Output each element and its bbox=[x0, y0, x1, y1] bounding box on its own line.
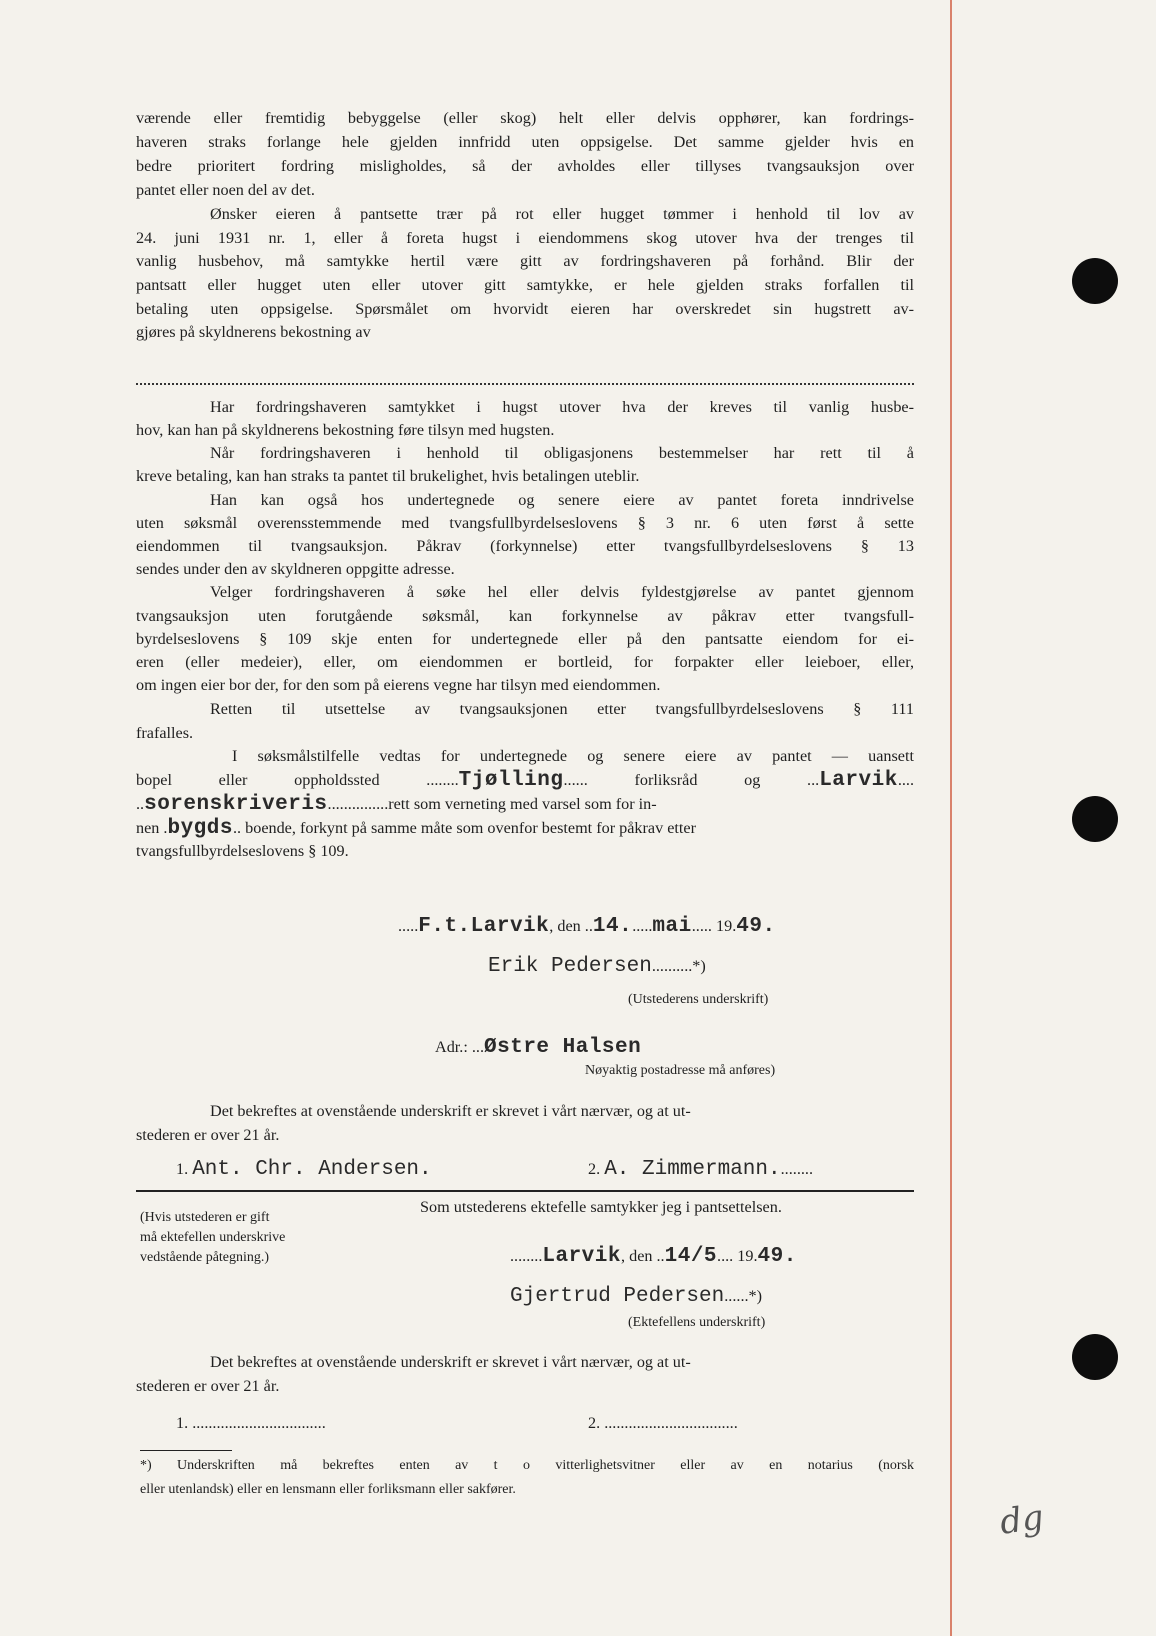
punch-hole bbox=[1072, 258, 1118, 304]
venue-line-2: ..sorenskriveris...............rett som verneting med varsel som for in- bbox=[136, 793, 657, 816]
witness2-text-a: Det bekreftes at ovenstående underskrift er skrevet i vårt nærvær, og at ut- bbox=[210, 1353, 691, 1371]
issuer-address: Adr.: ...Østre Halsen bbox=[435, 1036, 642, 1059]
spouse-note-line: må ektefellen underskrive bbox=[140, 1230, 286, 1245]
handwritten-initials: dg bbox=[997, 1497, 1047, 1543]
text-line: byrdelseslovens § 109 skje enten for undertegnede eller på den pantsatte eiendom for ei- bbox=[136, 630, 914, 648]
spouse-note-line: vedstående påtegning.) bbox=[140, 1250, 270, 1265]
spouse-note-line: (Hvis utstederen er gift bbox=[140, 1210, 270, 1225]
text-line: haveren straks forlange hele gjelden innfridd uten oppsigelse. Det samme gjelder hvis en bbox=[136, 133, 914, 151]
text-line: eren (eller medeier), eller, om eiendommen er bortleid, for forpakter eller leieboer, eller, bbox=[136, 653, 914, 671]
spouse-note bbox=[140, 1208, 285, 1268]
text-line: Han kan også hos undertegnede og senere eiere av pantet foreta inndrivelse bbox=[210, 491, 914, 509]
witness2-signature-2: 2. ................................. bbox=[588, 1414, 738, 1432]
text-line: vanlig husbehov, må samtykke hertil være gitt av fordringshaveren på forhånd. Blir der bbox=[136, 252, 914, 270]
dotted-blank-line bbox=[136, 383, 914, 385]
text-line: eiendommen til tvangsauksjon. Påkrav (forkynnelse) etter tvangsfullbyrdelseslovens § 13 bbox=[136, 537, 914, 555]
text-line: I søksmålstilfelle vedtas for undertegnede og senere eiere av pantet — uansett bbox=[232, 747, 914, 765]
witness1-signature-1: 1. Ant. Chr. Andersen. bbox=[176, 1158, 432, 1181]
spouse-signature-caption: (Ektefellens underskrift) bbox=[628, 1315, 766, 1330]
text-line: bedre prioritert fordring misligholdes, så der avholdes eller tillyses tvangsauksjon over bbox=[136, 157, 914, 175]
address-caption: Nøyaktig postadresse må anføres) bbox=[585, 1063, 776, 1078]
text-line: pantsatt eller hugget uten eller utover gitt samtykke, er hele gjelden straks forfallen til bbox=[136, 276, 914, 294]
witness1-text-b: stederen er over 21 år. bbox=[136, 1126, 280, 1144]
divider bbox=[136, 1190, 914, 1192]
venue-line-4: tvangsfullbyrdelseslovens § 109. bbox=[136, 842, 349, 860]
witness1-signature-2: 2. A. Zimmermann......... bbox=[588, 1158, 813, 1181]
text-line: om ingen eier bor der, for den som på eierens vegne har tilsyn med eiendommen. bbox=[136, 676, 661, 694]
punch-hole bbox=[1072, 1334, 1118, 1380]
text-line: værende eller fremtidig bebyggelse (eller skog) helt eller delvis opphører, kan fordrings- bbox=[136, 109, 914, 127]
text-line: Ønsker eieren å pantsette trær på rot eller hugget tømmer i henhold til lov av bbox=[210, 205, 914, 223]
text-line: 24. juni 1931 nr. 1, eller å foreta hugst i eiendommens skog utover hva der trenges til bbox=[136, 229, 914, 247]
text-line: kreve betaling, kan han straks ta pantet til brukelighet, hvis betalingen uteblir. bbox=[136, 467, 640, 485]
witness2-text-b: stederen er over 21 år. bbox=[136, 1377, 280, 1395]
witness2-signature-1: 1. ................................. bbox=[176, 1414, 326, 1432]
text-line: gjøres på skyldnerens bekostning av bbox=[136, 323, 371, 341]
venue-line-1: bopel eller oppholdssted ........Tjølling...... forliksråd og ...Larvik.... bbox=[136, 769, 914, 792]
margin-red-line bbox=[950, 0, 952, 1636]
text-line: frafalles. bbox=[136, 724, 194, 742]
text-line: uten søksmål overensstemmende med tvangsfullbyrdelseslovens § 3 nr. 6 uten først å sette bbox=[136, 514, 914, 532]
text-line: Velger fordringshaveren å søke hel eller delvis fyldestgjørelse av pantet gjennom bbox=[210, 583, 914, 601]
punch-hole bbox=[1072, 796, 1118, 842]
text-line: tvangsauksjon uten forutgående søksmål, kan forkynnelse av påkrav etter tvangsfull- bbox=[136, 607, 914, 625]
issuer-signature-caption: (Utstederens underskrift) bbox=[628, 992, 769, 1007]
spouse-place-date: ........Larvik, den ..14/5.... 19.49. bbox=[510, 1245, 797, 1268]
spouse-consent: Som utstederens ektefelle samtykker jeg i pantsettelsen. bbox=[420, 1198, 782, 1216]
venue-line-3: nen .bygds.. boende, forkynt på samme måte som ovenfor bestemt for påkrav etter bbox=[136, 817, 696, 840]
text-line: sendes under den av skyldneren oppgitte adresse. bbox=[136, 560, 455, 578]
text-line: Retten til utsettelse av tvangsauksjonen etter tvangsfullbyrdelseslovens § 111 bbox=[210, 700, 914, 718]
issuer-signature: Erik Pedersen..........*) bbox=[488, 955, 706, 978]
footnote-line: eller utenlandsk) eller en lensmann eller forliksmann eller sakfører. bbox=[140, 1482, 516, 1497]
footnote-line: *) Underskriften må bekreftes enten av t o vitterlighetsvitner eller av en notarius (norsk bbox=[140, 1458, 914, 1473]
spouse-signature: Gjertrud Pedersen......*) bbox=[510, 1285, 763, 1308]
witness1-text-a: Det bekreftes at ovenstående underskrift er skrevet i vårt nærvær, og at ut- bbox=[210, 1102, 691, 1120]
issuer-place-date: .....F.t.Larvik, den ..14......mai..... 19.49. bbox=[398, 915, 776, 938]
text-line: pantet eller noen del av det. bbox=[136, 181, 315, 199]
text-line: Når fordringshaveren i henhold til obligasjonens bestemmelser har rett til å bbox=[210, 444, 914, 462]
text-line: betaling uten oppsigelse. Spørsmålet om hvorvidt eieren har overskredet sin hugstrett av- bbox=[136, 300, 914, 318]
text-line: Har fordringshaveren samtykket i hugst utover hva der kreves til vanlig husbe- bbox=[210, 398, 914, 416]
footnote-rule bbox=[140, 1450, 232, 1451]
text-line: hov, kan han på skyldnerens bekostning føre tilsyn med hugsten. bbox=[136, 421, 555, 439]
